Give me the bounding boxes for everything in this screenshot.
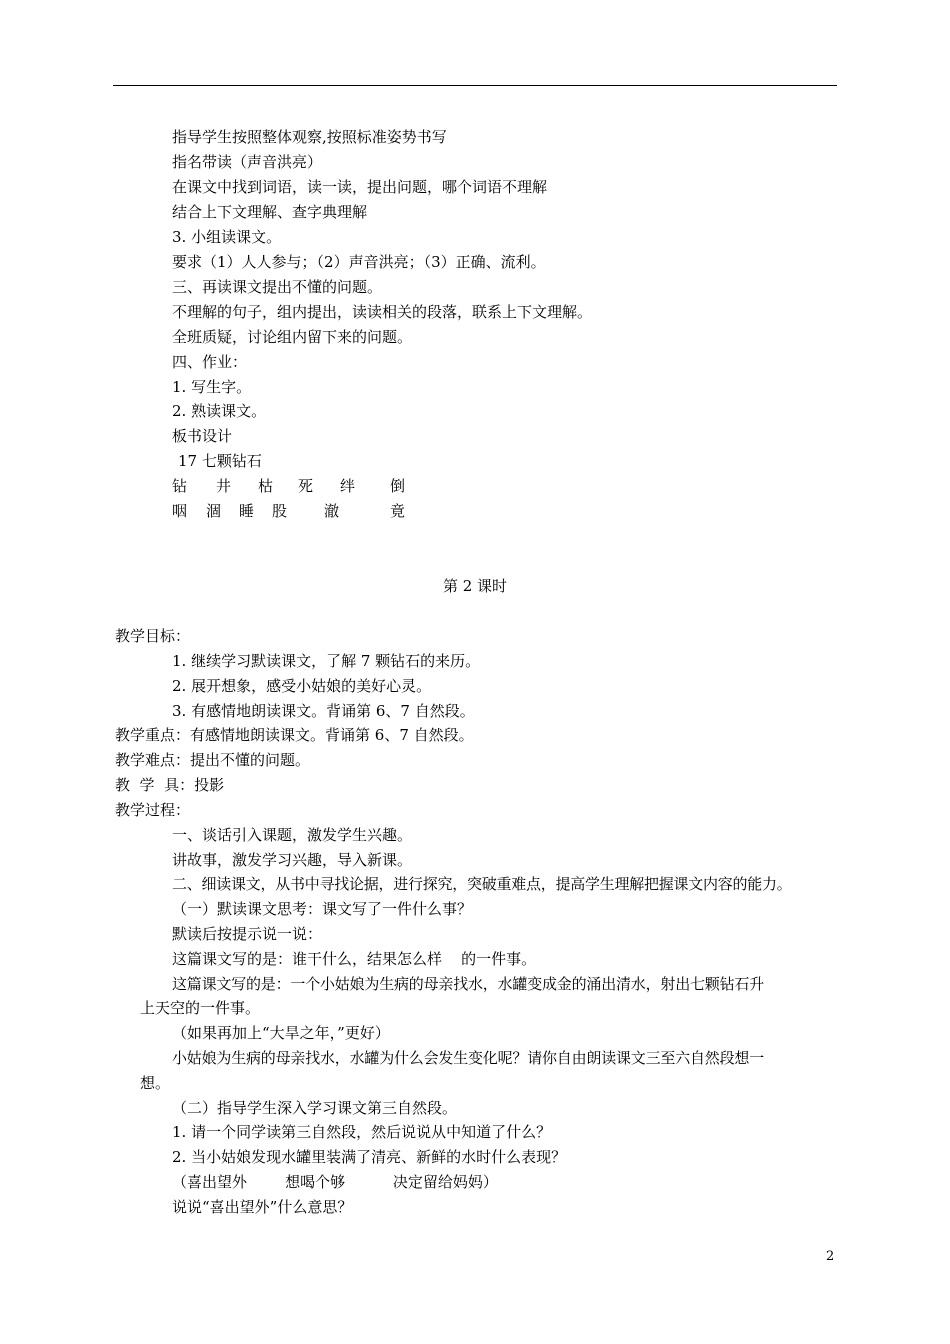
objective-item: 1. 继续学习默读课文，了解 7 颗钻石的来历。 <box>172 652 481 670</box>
text-line: 2. 熟读课文。 <box>172 402 267 420</box>
board-char: 死 <box>298 477 314 495</box>
text-line: 指导学生按照整体观察,按照标准姿势书写 <box>172 128 447 146</box>
text-line: 1. 写生字。 <box>172 378 252 396</box>
process-line: 2. 当小姑娘发现水罐里装满了清亮、新鲜的水时什么表现？ <box>172 1148 567 1166</box>
process-line: 讲故事，激发学习兴趣，导入新课。 <box>172 851 413 869</box>
board-char: 绊 <box>340 477 356 495</box>
text-line: 板书设计 <box>172 427 233 445</box>
text-line: 指名带读（声音洪亮） <box>172 153 323 171</box>
text-line: 三、再读课文提出不懂的问题。 <box>172 278 383 296</box>
text-line: 在课文中找到词语，读一读，提出问题，哪个词语不理解 <box>172 178 548 196</box>
board-char: 涸 <box>206 502 222 520</box>
objective-item: 2. 展开想象，感受小姑娘的美好心灵。 <box>172 677 432 695</box>
board-char: 睡 <box>239 502 255 520</box>
text-line: 结合上下文理解、查字典理解 <box>172 203 368 221</box>
teaching-tools: 教 学 具：投影 <box>115 776 225 794</box>
process-line: 1. 请一个同学读第三自然段，然后说说从中知道了什么？ <box>172 1123 552 1141</box>
difficulty: 教学难点：提出不懂的问题。 <box>115 751 311 769</box>
board-char: 咽 <box>172 502 188 520</box>
process-line: （一）默读课文思考：课文写了一件什么事？ <box>172 900 473 918</box>
board-char: 澈 <box>324 502 340 520</box>
objective-item: 3. 有感情地朗读课文。背诵第 6、7 自然段。 <box>172 702 475 720</box>
header-rule <box>113 85 837 86</box>
text-line: 3. 小组读课文。 <box>172 228 282 246</box>
text-line: 四、作业： <box>172 353 248 371</box>
process-line: 一、谈话引入课题，激发学生兴趣。 <box>172 826 413 844</box>
process-line: 这篇课文写的是：谁干什么，结果怎么样 的一件事。 <box>172 950 537 968</box>
text-line: 要求（1）人人参与；（2）声音洪亮；（3）正确、流利。 <box>172 253 546 271</box>
board-char: 钻 <box>172 477 188 495</box>
process-line: 想。 <box>140 1074 171 1092</box>
text-line: 不理解的句子，组内提出，读读相关的段落，联系上下文理解。 <box>172 303 593 321</box>
key-point: 教学重点：有感情地朗读课文。背诵第 6、7 自然段。 <box>115 726 474 744</box>
process-line: 说说“喜出望外”什么意思？ <box>172 1198 353 1216</box>
process-line: 二、细读课文，从书中寻找论据，进行探究，突破重难点，提高学生理解把握课文内容的能力。 <box>172 875 792 893</box>
process-line: （二）指导学生深入学习课文第三自然段。 <box>172 1099 458 1117</box>
process-line: （如果再加上“大旱之年，”更好） <box>172 1024 390 1042</box>
process-label: 教学过程： <box>115 801 191 819</box>
board-char: 竟 <box>390 502 406 520</box>
board-char: 井 <box>216 477 232 495</box>
section-title: 第 2 课时 <box>442 577 508 595</box>
process-line: 上天空的一件事。 <box>140 999 261 1017</box>
process-line: 小姑娘为生病的母亲找水，水罐为什么会发生变化呢？请你自由朗读课文三至六自然段想一 <box>172 1049 765 1067</box>
board-char: 倒 <box>390 477 406 495</box>
page-number: 2 <box>826 1249 835 1264</box>
process-line: （喜出望外 想喝个够 决定留给妈妈） <box>172 1173 498 1191</box>
text-line: 全班质疑，讨论组内留下来的问题。 <box>172 328 413 346</box>
board-char: 枯 <box>258 477 274 495</box>
process-line: 默读后按提示说一说： <box>172 925 323 943</box>
board-char: 股 <box>272 502 288 520</box>
board-title: 17 七颗钻石 <box>178 452 262 470</box>
process-line: 这篇课文写的是：一个小姑娘为生病的母亲找水，水罐变成金的涌出清水，射出七颗钻石升 <box>172 975 765 993</box>
objectives-label: 教学目标： <box>115 627 191 645</box>
